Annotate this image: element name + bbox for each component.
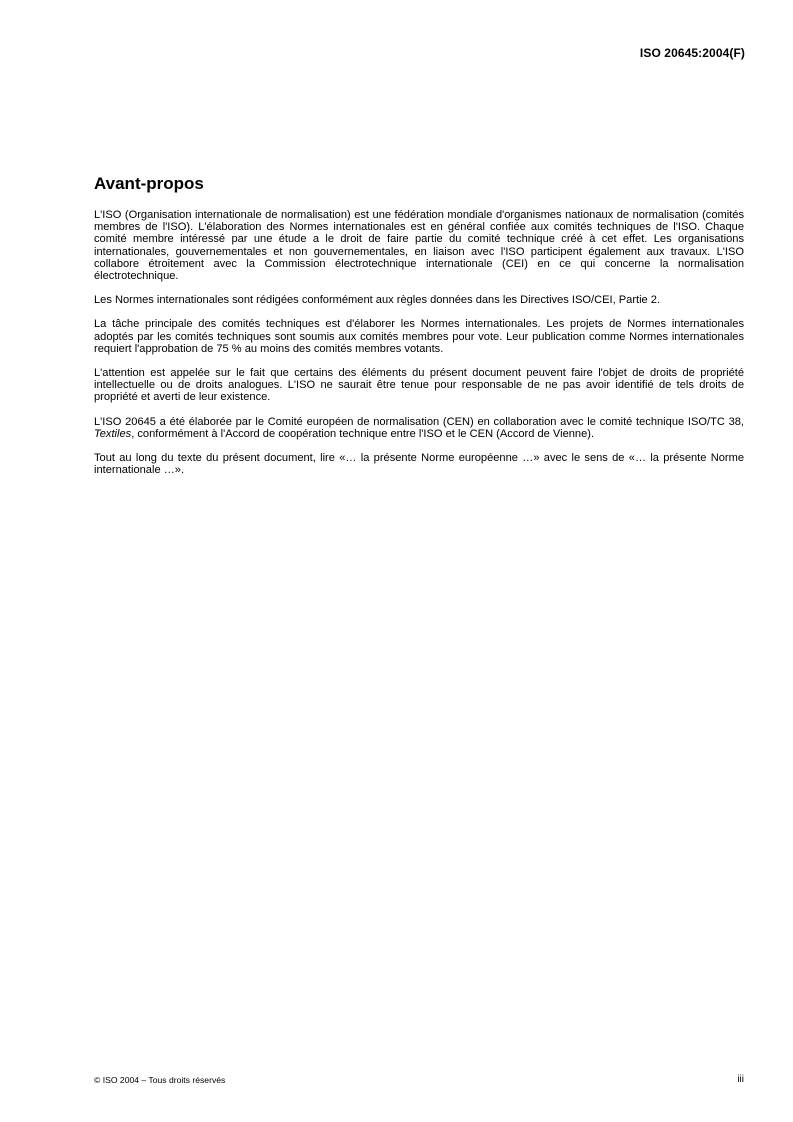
committee-name: Textiles	[94, 427, 132, 440]
paragraph-reading-note: Tout au long du texte du présent document, lire «… la présente Norme européenne …» avec le sens de «… la présente Norme internationale …».	[94, 452, 744, 477]
document-reference: ISO 20645:2004(F)	[639, 46, 745, 60]
preparation-text-end: , conformément à l'Accord de coopération technique entre l'ISO et le CEN (Accord de Vienne).	[131, 427, 595, 440]
page-title: Avant-propos	[94, 174, 204, 193]
paragraph-directives: Les Normes internationales sont rédigées conformément aux règles données dans les Directives ISO/CEI, Partie 2.	[94, 294, 661, 307]
paragraph-technical-committees: La tâche principale des comités techniques est d'élaborer les Normes internationales. Les projets de Normes internationales adoptés par les comités techniques sont soumis aux comités membres pour vote. Leur publication comme Normes internationales requiert l'approbation de 75 % au moins des comités membres votants.	[94, 318, 744, 355]
paragraph-preparation	[94, 416, 744, 440]
foreword-body	[94, 209, 744, 488]
page-number: iii	[737, 1074, 744, 1085]
preparation-text-start: L'ISO 20645 a été élaborée par le Comité européen de normalisation (CEN) en collaboration avec le comité technique ISO/TC 38,	[94, 415, 744, 428]
copyright-notice: © ISO 2004 – Tous droits réservés	[94, 1075, 226, 1085]
paragraph-iso-organisation: L'ISO (Organisation internationale de normalisation) est une fédération mondiale d'organismes nationaux de normalisation (comités membres de l'ISO). L'élaboration des Normes internationales est en général confiée aux comités techniques de l'ISO. Chaque comité membre intéressé par une étude a le droit de faire partie du comité technique créé à cet effet. Les organisations internationales, gouvernementales et non gouvernementales, en liaison avec l'ISO participent également aux travaux. L'ISO collabore étroitement avec la Commission électrotechnique internationale (CEI) en ce qui concerne la normalisation électrotechnique.	[94, 209, 744, 283]
paragraph-patent-rights: L'attention est appelée sur le fait que certains des éléments du présent document peuvent faire l'objet de droits de propriété intellectuelle ou de droits analogues. L'ISO ne saurait être tenue pour responsable de ne pas avoir identifié de tels droits de propriété et averti de leur existence.	[94, 367, 744, 404]
